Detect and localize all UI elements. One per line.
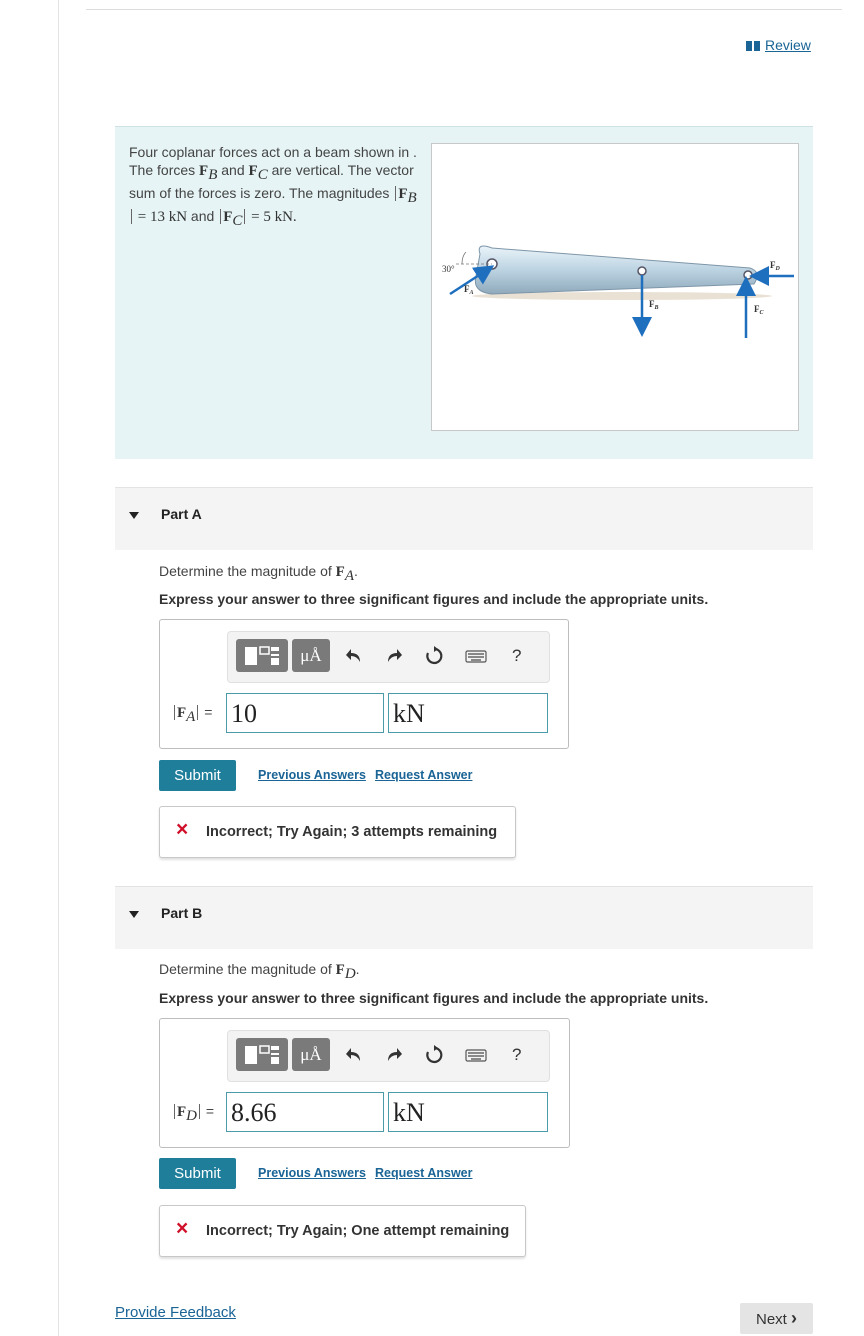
- part-a-answer-box: [159, 619, 569, 749]
- incorrect-icon: ×: [176, 1217, 189, 1240]
- collapse-triangle-icon[interactable]: [129, 911, 139, 918]
- templates-icon: [236, 639, 288, 672]
- problem-statement: Four coplanar forces act on a beam shown in . The forces $F_B$ and $F_C$ are vertical. The vector sum of the forces is zero. The magnitudes $F_B = 13$ kN and $F_C = 5$ kN.: [129, 144, 417, 229]
- part-a-submit-button[interactable]: Submit: [159, 760, 236, 791]
- redo-icon[interactable]: [384, 1045, 404, 1065]
- undo-icon[interactable]: [344, 646, 364, 666]
- templates-icon: [236, 1038, 288, 1071]
- force-b-label: $F_B$: [649, 299, 659, 311]
- reset-icon[interactable]: [424, 646, 444, 666]
- undo-icon[interactable]: [344, 1045, 364, 1065]
- units-button[interactable]: μÅ: [292, 639, 330, 672]
- templates-button[interactable]: [236, 639, 288, 672]
- templates-button[interactable]: [236, 1038, 288, 1071]
- part-a-instruction: Express your answer to three significant figures and include the appropriate units.: [159, 591, 709, 607]
- part-b-feedback: [159, 1205, 526, 1257]
- part-b-answer-box: [159, 1018, 570, 1148]
- part-b-header[interactable]: [115, 886, 813, 949]
- part-b-math-toolbar: [227, 1030, 550, 1082]
- part-b-unit-input[interactable]: kN: [388, 1092, 548, 1132]
- part-a-previous-answers-link[interactable]: Previous Answers: [258, 768, 366, 782]
- part-b-submit-button[interactable]: Submit: [159, 1158, 236, 1189]
- next-label: Next: [755, 1311, 787, 1328]
- problem-intro: [115, 126, 813, 459]
- review-label: Review: [765, 37, 811, 53]
- beam: [475, 246, 757, 294]
- part-b-question: Determine the magnitude of $F_D$.: [159, 961, 360, 982]
- reset-icon[interactable]: [424, 1045, 444, 1065]
- angle-label: 30°: [442, 264, 455, 274]
- chevron-right-icon: ›: [791, 1308, 797, 1328]
- part-b-previous-answers-link[interactable]: Previous Answers: [258, 1166, 366, 1180]
- part-a-math-toolbar: [227, 631, 550, 683]
- part-a-feedback-text: Incorrect; Try Again; 3 attempts remaining: [206, 824, 498, 840]
- angle-arc: [462, 252, 466, 264]
- help-icon[interactable]: ?: [512, 646, 522, 665]
- help-icon[interactable]: ?: [512, 1045, 522, 1064]
- part-a-request-answer-link[interactable]: Request Answer: [375, 768, 473, 782]
- part-b-feedback-text: Incorrect; Try Again; One attempt remaining: [206, 1223, 510, 1239]
- part-a-answer-label: $F_A$ =: [172, 704, 212, 726]
- part-a-value-input[interactable]: 10: [226, 693, 384, 733]
- part-b-value-input[interactable]: 8.66: [226, 1092, 384, 1132]
- part-b-instruction: Express your answer to three significant figures and include the appropriate units.: [159, 990, 709, 1006]
- provide-feedback-link[interactable]: Provide Feedback: [115, 1304, 236, 1321]
- units-button[interactable]: μÅ: [292, 1038, 330, 1071]
- force-d-label: $F_D$: [770, 260, 780, 272]
- redo-icon[interactable]: [384, 646, 404, 666]
- beam-diagram: [432, 144, 798, 430]
- force-c-label: $F_C$: [754, 304, 764, 316]
- keyboard-icon[interactable]: [465, 1045, 487, 1065]
- part-a-title: Part A: [161, 506, 202, 522]
- pin-c: [744, 271, 752, 279]
- keyboard-icon[interactable]: [465, 646, 487, 666]
- part-a-unit-input[interactable]: kN: [388, 693, 548, 733]
- incorrect-icon: ×: [176, 818, 189, 841]
- left-divider: [58, 0, 59, 1336]
- part-b-answer-label: $F_D$ =: [172, 1103, 214, 1125]
- review-link[interactable]: [746, 37, 811, 53]
- part-b-title: Part B: [161, 905, 203, 921]
- top-divider: [86, 9, 842, 10]
- force-a-label: $F_A$: [464, 284, 474, 296]
- pin-b: [638, 267, 646, 275]
- part-a-question: Determine the magnitude of $F_A$.: [159, 563, 358, 584]
- next-button[interactable]: [740, 1303, 813, 1334]
- beam-figure: [431, 143, 799, 431]
- book-icon: [746, 41, 760, 51]
- part-a-header[interactable]: [115, 487, 813, 550]
- part-a-feedback: [159, 806, 516, 858]
- part-b-request-answer-link[interactable]: Request Answer: [375, 1166, 473, 1180]
- collapse-triangle-icon[interactable]: [129, 512, 139, 519]
